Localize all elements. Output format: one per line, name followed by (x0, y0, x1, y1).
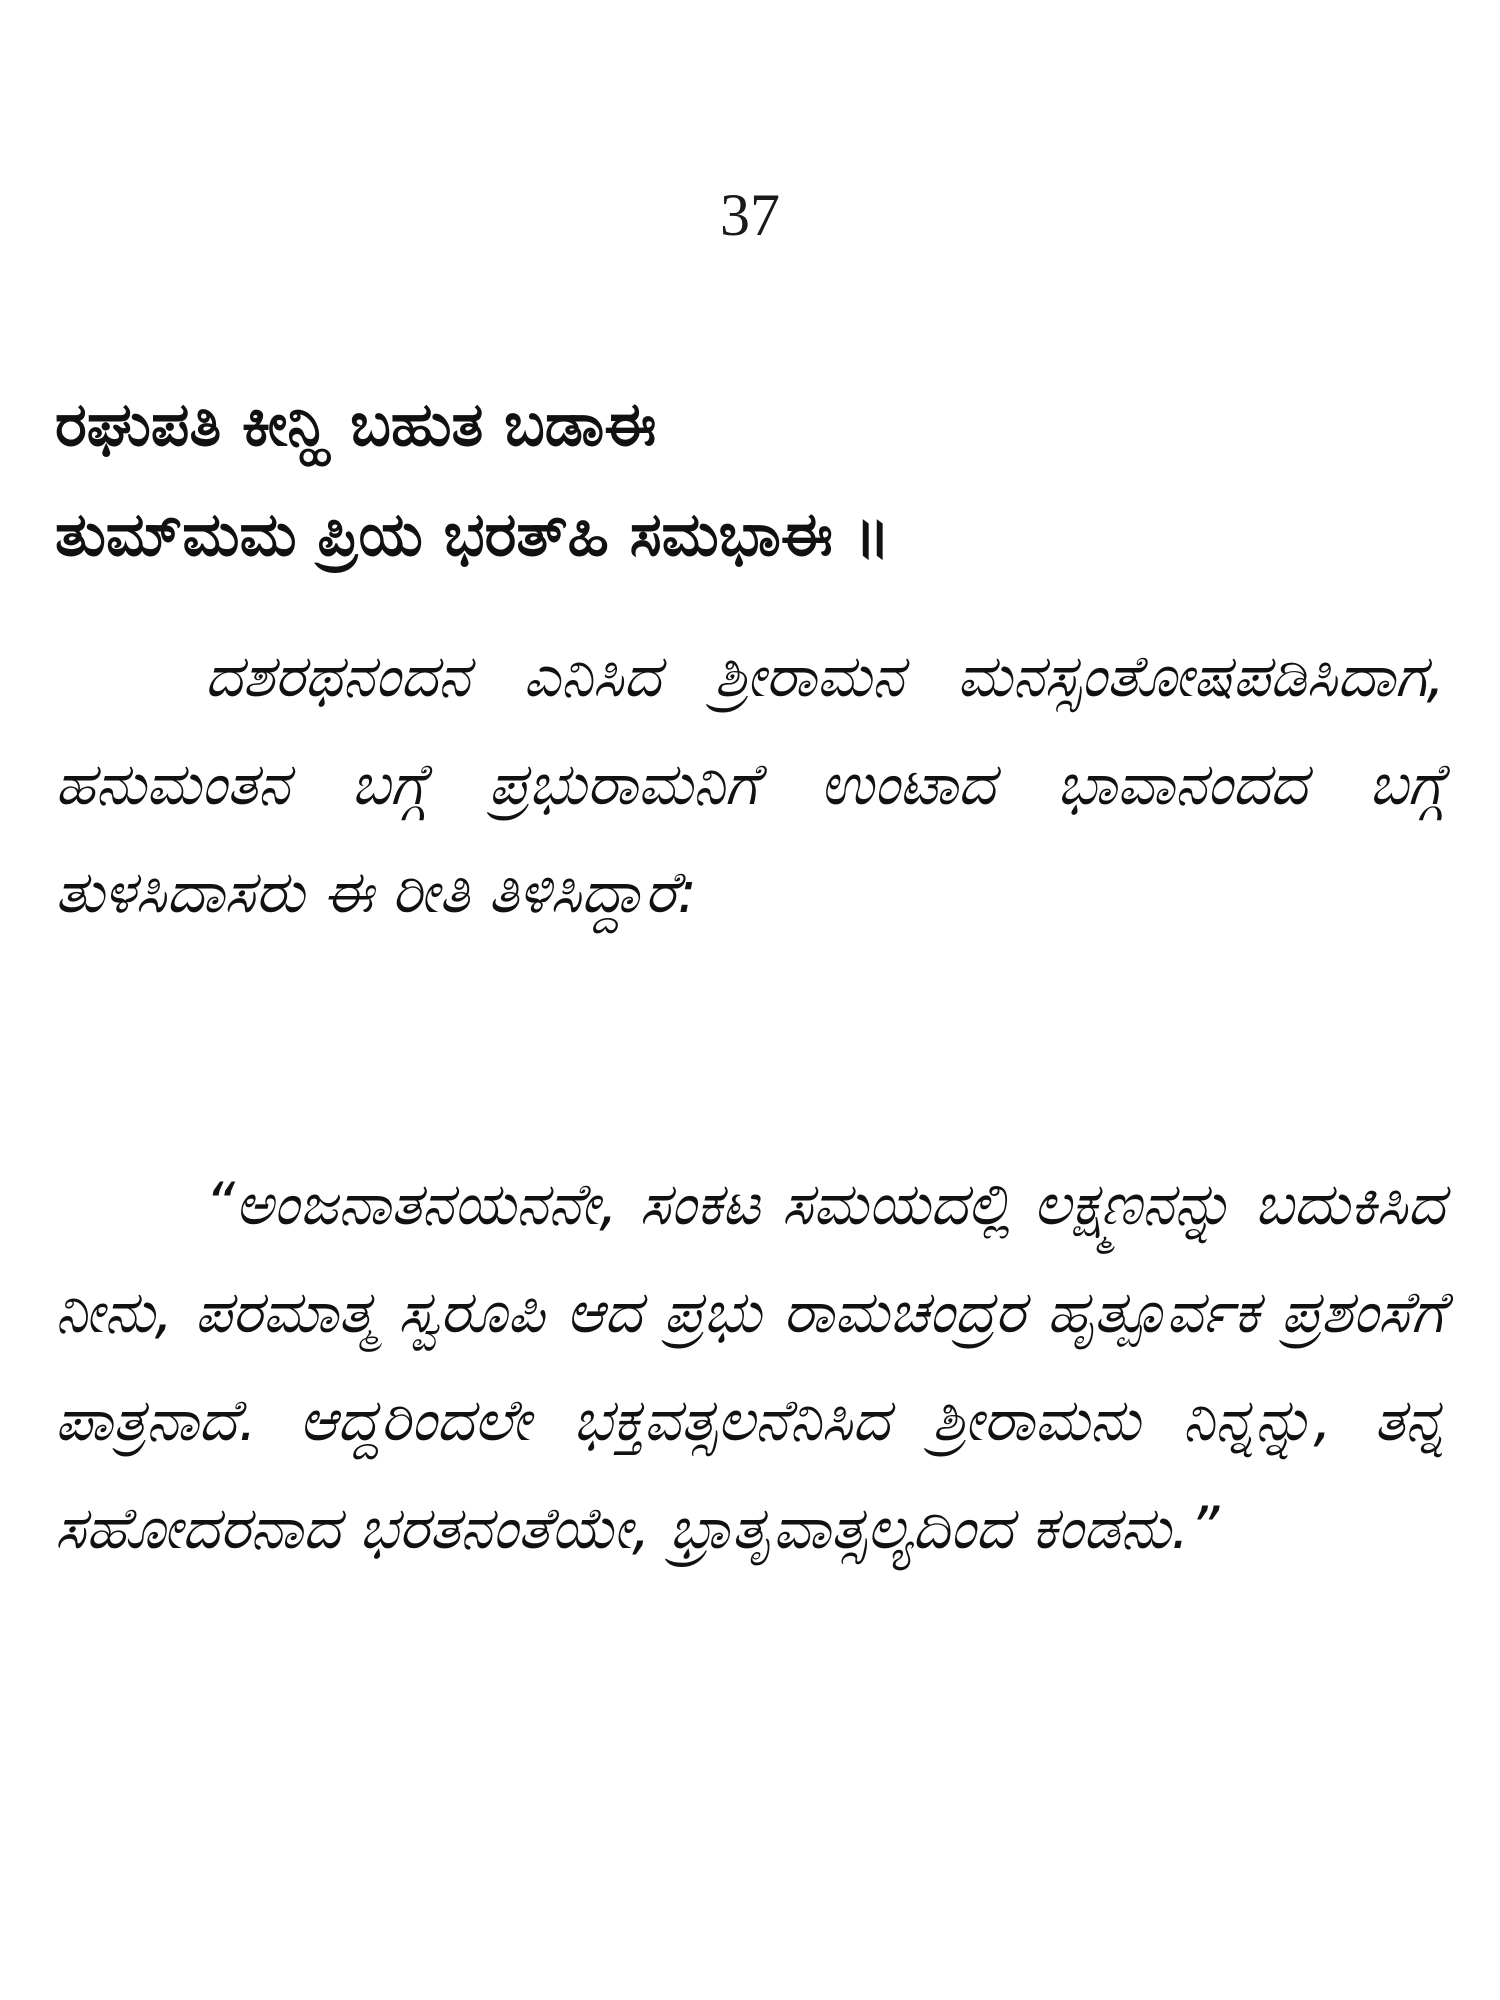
paragraph-1: ದಶರಥನಂದನ ಎನಿಸಿದ ಶ್ರೀರಾಮನ ಮನಸ್ಸಂತೋಷಪಡಿಸಿದಾಗ, ಹನುಮಂತನ ಬಗ್ಗೆ ಪ್ರಭುರಾಮನಿಗೆ ಉಂಟಾದ ಭಾವಾನಂದದ ಬಗ್ಗೆ ತುಳಸಿದಾಸರು ಈ ರೀತಿ ತಿಳಿಸಿದ್ದಾರೆ: (55, 642, 1445, 926)
page-number: 37 (720, 182, 780, 248)
verse-block (55, 370, 1450, 590)
verse-line-1: ರಘುಪತಿ ಕೀನ್ಹಿ ಬಹುತ ಬಡಾಈ (55, 390, 657, 460)
verse-line-2: ತುಮ್‌ಮಮ ಪ್ರಿಯ ಭರತ್‌ಹಿ ಸಮಭಾಈ ॥ (55, 500, 891, 570)
paragraph-2: “ಅಂಜನಾತನಯನನೇ, ಸಂಕಟ ಸಮಯದಲ್ಲಿ ಲಕ್ಷ್ಮಣನನ್ನು ಬದುಕಿಸಿದ ನೀನು, ಪರಮಾತ್ಮ ಸ್ವರೂಪಿ ಆದ ಪ್ರಭು ರಾಮಚಂದ್ರರ ಹೃತ್ಪೂರ್ವಕ ಪ್ರಶಂಸೆಗೆ ಪಾತ್ರನಾದೆ. ಆದ್ದರಿಂದಲೇ ಭಕ್ತವತ್ಸಲನೆನಿಸಿದ ಶ್ರೀರಾಮನು ನಿನ್ನನ್ನು, ತನ್ನ ಸಹೋದರನಾದ ಭರತನಂತೆಯೇ, ಭ್ರಾತೃವಾತ್ಸಲ್ಯದಿಂದ ಕಂಡನು.” (55, 1170, 1445, 1562)
